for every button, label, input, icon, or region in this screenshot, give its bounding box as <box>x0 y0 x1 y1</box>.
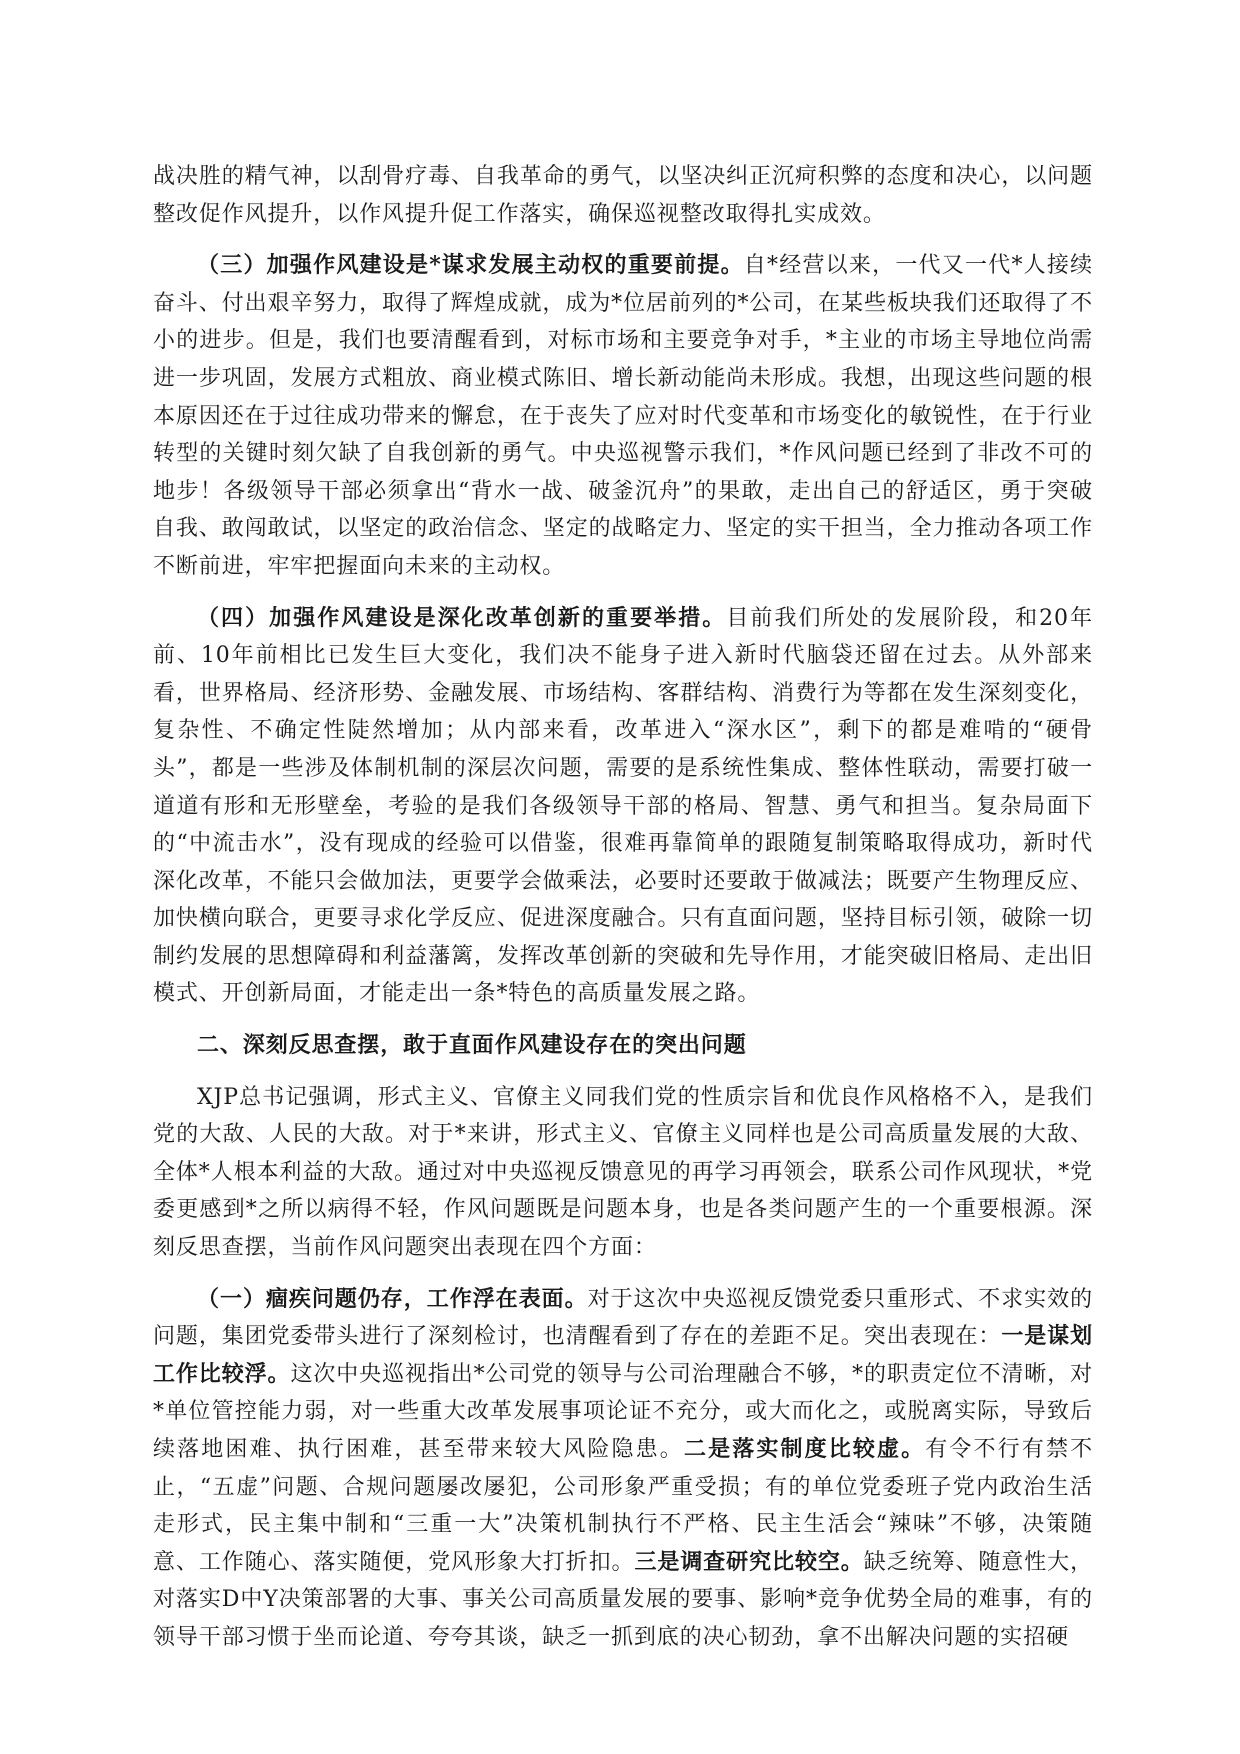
point-3-title: 三是调查研究比较空。 <box>634 1548 864 1575</box>
section-4-title: （四）加强作风建设是深化改革创新的重要举措。 <box>197 604 727 631</box>
paragraph-4 <box>153 600 1093 1014</box>
paragraph-1-text: 战决胜的精气神，以刮骨疗毒、自我革命的勇气，以坚决纠正沉疴积弊的态度和决心，以问题整改促作风提升，以作风提升促工作落实，确保巡视整改取得扎实成效。 <box>153 164 1093 227</box>
issue-1-text: 对于这次中央巡视反馈党委只重形式、不求实效的问题，集团党委带头进行了深刻检讨，也清醒看到了存在的差距不足。突出表现在： <box>153 1286 1093 1350</box>
paragraph-3 <box>153 247 1093 585</box>
paragraph-1 <box>153 158 1093 233</box>
paragraph-intro-2 <box>153 1079 1093 1267</box>
point-3-text: 缺乏统筹、随意性大，对落实D中Y决策部署的大事、事关公司高质量发展的要事、影响*竞争优势全局的难事，有的领导干部习惯于坐而论道、夸夸其谈，缺乏一抓到底的决心韧劲，拿不出解决问题的实招硬 <box>153 1549 1093 1650</box>
point-2-text: 有令不行有禁不止，“五虚”问题、合规问题屡改屡犯，公司形象严重受损；有的单位党委班子党内政治生活走形式，民主集中制和“三重一大”决策机制执行不严格、民主生活会“辣味”不够，决策随意、工作随心、落实随便，党风形象大打折扣。 <box>153 1437 1093 1575</box>
section-4-text: 目前我们所处的发展阶段，和20年前、10年前相比已发生巨大变化，我们决不能身子进入新时代脑袋还留在过去。从外部来看，世界格局、经济形势、金融发展、市场结构、客群结构、消费行为等都在发生深刻变化，复杂性、不确定性陡然增加；从内部来看，改革进入“深水区”，剩下的都是难啃的“硬骨头”，都是一些涉及体制机制的深层次问题，需要的是系统性集成、整体性联动，需要打破一道道有形和无形壁垒，考验的是我们各级领导干部的格局、智慧、勇气和担当。复杂局面下的“中流击水”，没有现成的经验可以借鉴，很难再靠简单的跟随复制策略取得成功，新时代深化改革，不能只会做加法，更要学会做乘法，必要时还要敢于做减法；既要产生物理反应、加快横向联合，更要寻求化学反应、促进深度融合。只有直面问题，坚持目标引领，破除一切制约发展的思想障碍和利益藩篱，发挥改革创新的突破和先导作用，才能突破旧格局、走出旧模式、开创新局面，才能走出一条*特色的高质量发展之路。 <box>153 605 1093 1007</box>
section-3-title: （三）加强作风建设是*谋求发展主动权的重要前提。 <box>197 252 744 279</box>
point-1-title: 一是谋划工作比较浮。 <box>153 1323 1093 1387</box>
issue-1-title: （一）痼疾问题仍存，工作浮在表面。 <box>197 1285 588 1312</box>
point-1-text: 这次中央巡视指出*公司党的领导与公司治理融合不够，*的职责定位不清晰，对*单位管控能力弱，对一些重大改革发展事项论证不充分，或大而化之，或脱离实际，导致后续落地困难、执行困难，甚至带来较大风险隐患。 <box>153 1361 1093 1462</box>
section-3-text: 自*经营以来，一代又一代*人接续奋斗、付出艰辛努力，取得了辉煌成就，成为*位居前列的*公司，在某些板块我们还取得了不小的进步。但是，我们也要清醒看到，对标市场和主要竞争对手，*主业的市场主导地位尚需进一步巩固，发展方式粗放、商业模式陈旧、增长新动能尚未形成。我想，出现这些问题的根本原因还在于过往成功带来的懈怠，在于丧失了应对时代变革和市场变化的敏锐性，在于行业转型的关键时刻欠缺了自我创新的勇气。中央巡视警示我们，*作风问题已经到了非改不可的地步！各级领导干部必须拿出“背水一战、破釜沉舟”的果敢，走出自己的舒适区，勇于突破自我、敢闯敢试，以坚定的政治信念、坚定的战略定力、坚定的实干担当，全力推动各项工作不断前进，牢牢把握面向未来的主动权。 <box>153 253 1093 579</box>
intro-2-text: XJP总书记强调，形式主义、官僚主义同我们党的性质宗旨和优良作风格格不入，是我们党的大敌、人民的大敌。对于*来讲，形式主义、官僚主义同样也是公司高质量发展的大敌、全体*人根本利益的大敌。通过对中央巡视反馈意见的再学习再领会，联系公司作风现状，*党委更感到*之所以病得不轻，作风问题既是问题本身，也是各类问题产生的一个重要根源。深刻反思查摆，当前作风问题突出表现在四个方面： <box>153 1084 1093 1261</box>
paragraph-issue-1 <box>153 1281 1093 1657</box>
chapter-2-heading: 二、深刻反思查摆，敢于直面作风建设存在的突出问题 <box>197 1032 747 1059</box>
point-2-title: 二是落实制度比较虚。 <box>683 1436 926 1462</box>
